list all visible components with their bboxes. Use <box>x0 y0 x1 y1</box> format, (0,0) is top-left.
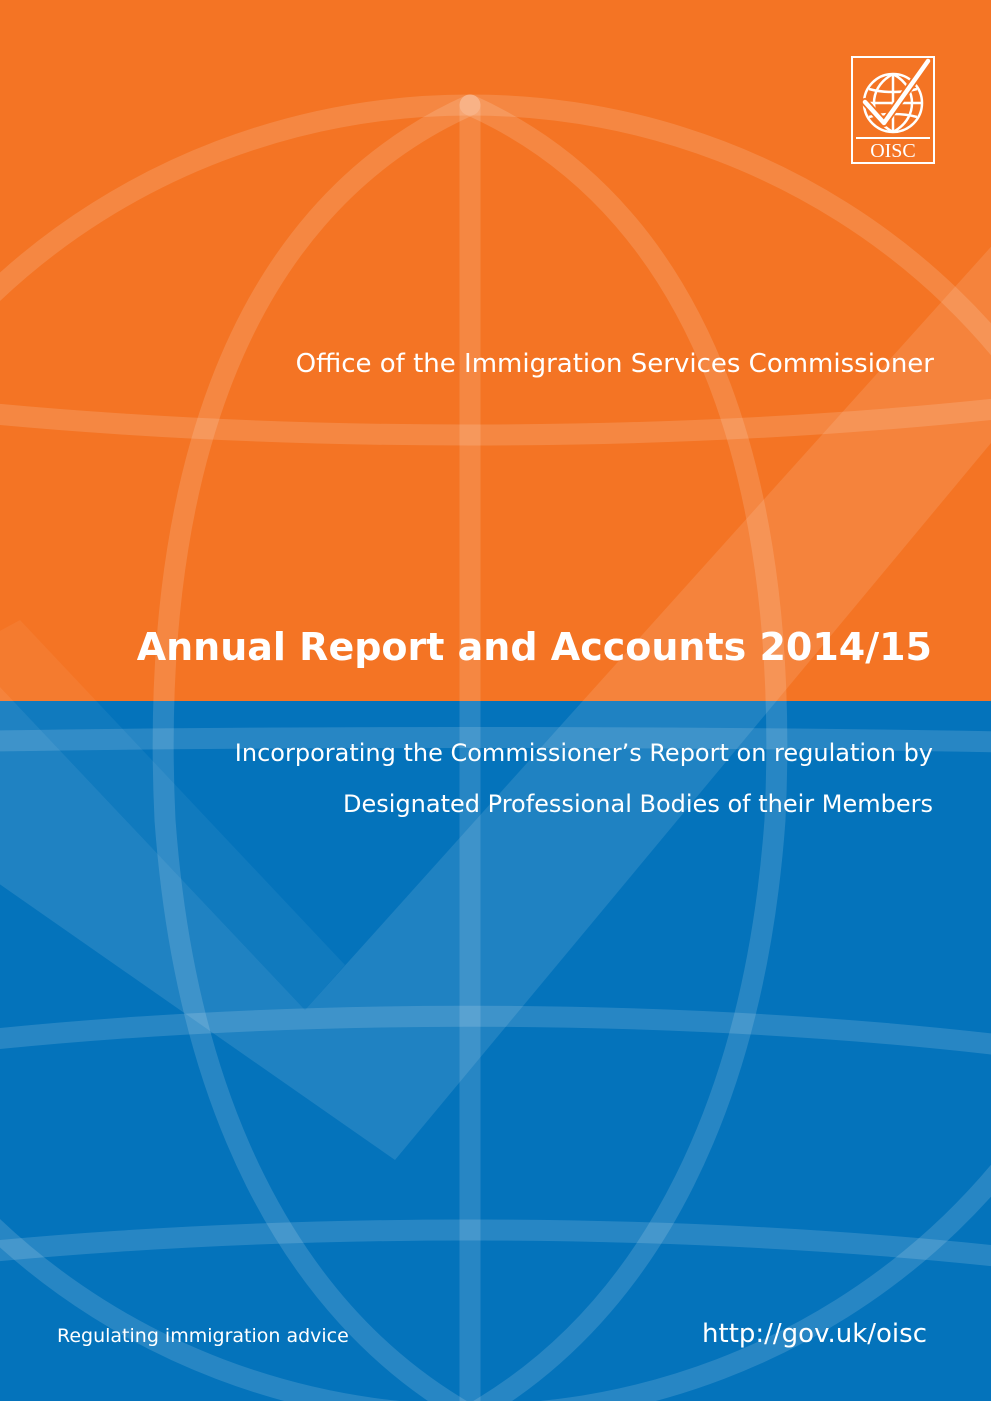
report-subtitle-line-2: Designated Professional Bodies of their Members <box>343 790 933 818</box>
organisation-name: Office of the Immigration Services Commissioner <box>295 349 934 379</box>
report-subtitle-line-1: Incorporating the Commissioner’s Report on regulation by <box>234 739 933 767</box>
footer-tagline: Regulating immigration advice <box>57 1325 349 1347</box>
oisc-logo-text: OISC <box>870 140 916 162</box>
globe-checkmark-icon <box>853 58 933 162</box>
report-title: Annual Report and Accounts 2014/15 <box>136 625 932 669</box>
footer-url: http://gov.uk/oisc <box>702 1319 927 1349</box>
oisc-logo <box>851 56 935 164</box>
